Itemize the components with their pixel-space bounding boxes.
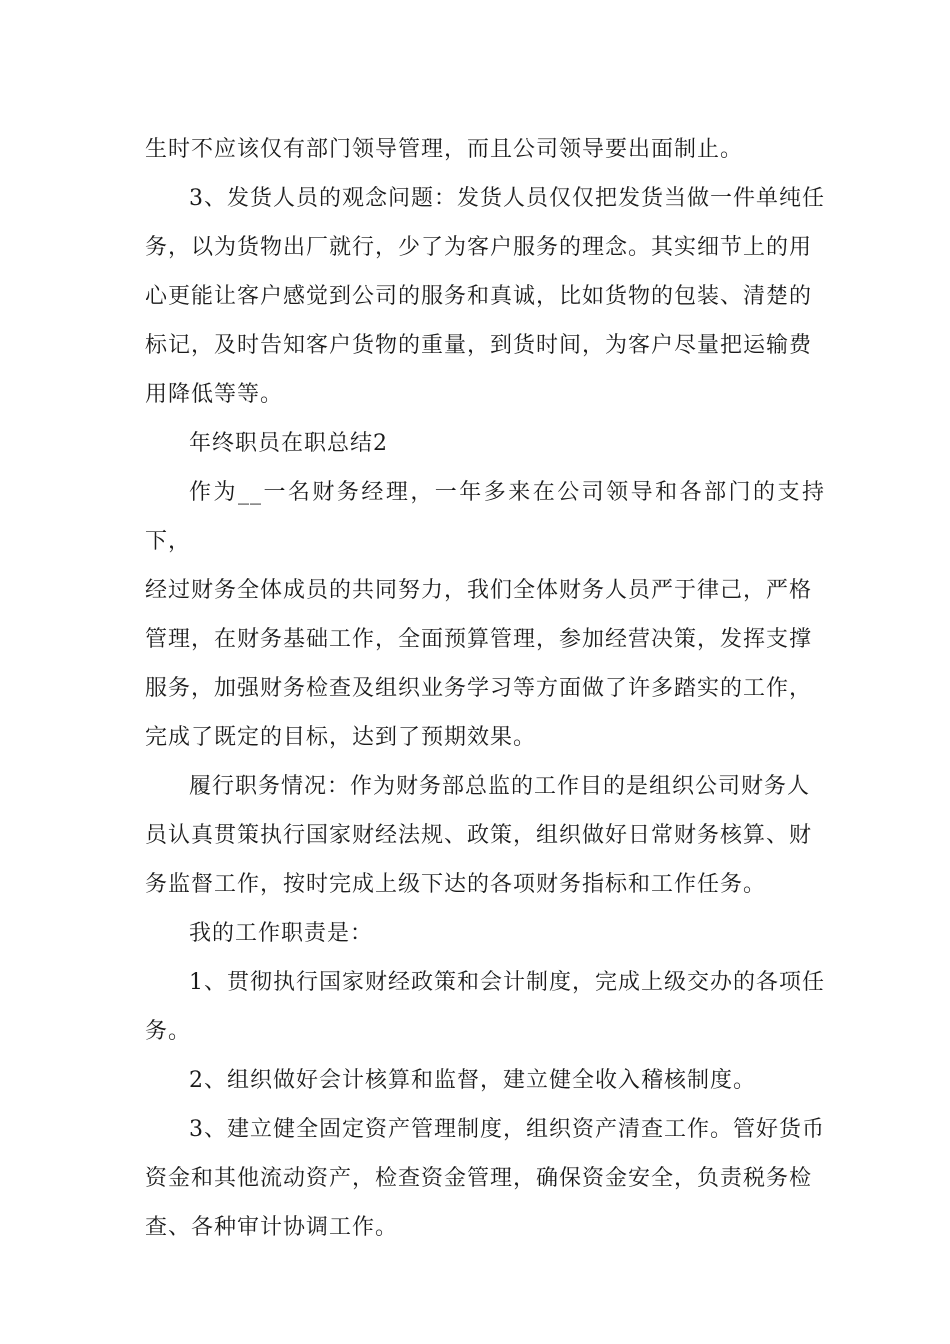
- text-line: 标记，及时告知客户货物的重量，到货时间，为客户尽量把运输费: [145, 333, 813, 358]
- text-line: 资金和其他流动资产，检查资金管理，确保资金安全，负责税务检: [145, 1166, 813, 1191]
- text-line: 管理，在财务基础工作，全面预算管理，参加经营决策，发挥支撑: [145, 627, 813, 652]
- section-heading: [145, 419, 825, 468]
- document-body: [145, 125, 825, 1252]
- text-line: 查、各种审计协调工作。: [145, 1215, 399, 1240]
- text-line: 年终职员在职总结2: [189, 431, 388, 456]
- list-item-1: [145, 958, 825, 1056]
- text-line: 务，以为货物出厂就行，少了为客户服务的理念。其实细节上的用: [145, 235, 813, 260]
- text-line: 用降低等等。: [145, 382, 284, 407]
- paragraph-intro: [145, 468, 825, 762]
- text-line: 3、发货人员的观念问题：发货人员仅仅把发货当做一件单纯任: [189, 186, 825, 211]
- text-line: 1、贯彻执行国家财经政策和会计制度，完成上级交办的各项任: [189, 970, 825, 995]
- text-line: 务监督工作，按时完成上级下达的各项财务指标和工作任务。: [145, 872, 767, 897]
- paragraph-responsibilities-heading: [145, 909, 825, 958]
- text-line: 2、组织做好会计核算和监督，建立健全收入稽核制度。: [189, 1068, 756, 1093]
- paragraph-shipping-issue: [145, 174, 825, 419]
- list-item-2: [145, 1056, 825, 1105]
- text-line: 员认真贯策执行国家财经法规、政策，组织做好日常财务核算、财: [145, 823, 813, 848]
- text-line: 经过财务全体成员的共同努力，我们全体财务人员严于律己，严格: [145, 578, 813, 603]
- text-line: 心更能让客户感觉到公司的服务和真诚，比如货物的包装、清楚的: [145, 284, 813, 309]
- paragraph-duties-performance: [145, 762, 825, 909]
- text-line: 务。: [145, 1019, 192, 1044]
- text-line: 完成了既定的目标，达到了预期效果。: [145, 725, 537, 750]
- text-line: 3、建立健全固定资产管理制度，组织资产清查工作。管好货币: [189, 1117, 825, 1142]
- text-line: 履行职务情况：作为财务部总监的工作目的是组织公司财务人: [189, 774, 811, 799]
- text-line: 服务，加强财务检查及组织业务学习等方面做了许多踏实的工作，: [145, 676, 813, 701]
- list-item-3: [145, 1105, 825, 1252]
- text-line: 作为__一名财务经理，一年多来在公司领导和各部门的支持下，: [145, 480, 825, 554]
- text-line: 生时不应该仅有部门领导管理，而且公司领导要出面制止。: [145, 137, 744, 162]
- paragraph-continuation: [145, 125, 825, 174]
- text-line: 我的工作职责是：: [189, 921, 374, 946]
